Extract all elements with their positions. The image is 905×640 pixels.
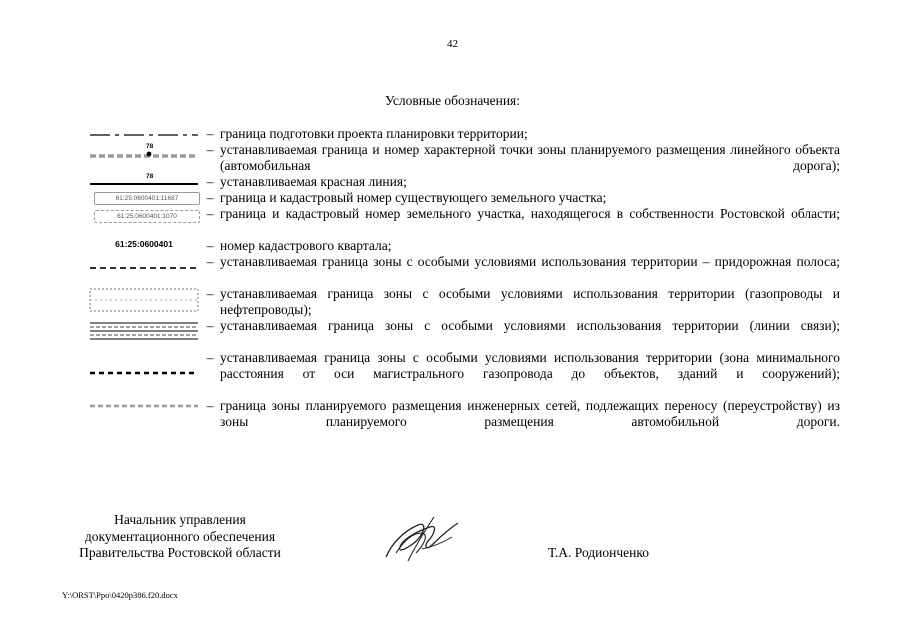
symbol-planning-boundary xyxy=(88,126,200,142)
legend-item-planning-boundary xyxy=(88,126,840,142)
separator-dash: – xyxy=(206,350,214,365)
legend-description: устанавливаемая граница и номер характерной точки зоны планируемого размещения линейного объекта (автомобильная дорога); xyxy=(220,142,840,173)
legend-item-relocation-zone xyxy=(88,398,840,430)
legend-item-gas-pipeline-distance xyxy=(88,350,840,398)
symbol-regional-parcel xyxy=(88,206,200,238)
symbol-roadside-strip xyxy=(88,254,200,286)
legend-description: номер кадастрового квартала; xyxy=(220,238,392,253)
parcel-box-symbol xyxy=(94,192,200,205)
signatory-title-line: документационного обеспечения xyxy=(84,528,276,544)
legend-description: граница и кадастровый номер земельного участка, находящегося в собственности Ростовской области; xyxy=(220,206,840,221)
cadastral-quarter-label: 61:25:0600401 xyxy=(115,239,173,249)
point-number-label: 78 xyxy=(146,143,154,150)
legend-item-existing-parcel xyxy=(88,190,840,206)
legend-description: граница и кадастровый номер существующего земельного участка; xyxy=(220,190,607,205)
separator-dash: – xyxy=(206,190,214,205)
multi-line-band-symbol xyxy=(88,318,200,350)
symbol-placement-zone xyxy=(88,142,200,174)
legend-item-roadside-strip xyxy=(88,254,840,286)
symbol-relocation-zone xyxy=(88,398,200,430)
signatory-title-line: Начальник управления xyxy=(114,512,246,527)
separator-dash: – xyxy=(206,318,214,333)
legend-description: устанавливаемая граница зоны с особыми условиями использования территории (зона минимального расстояния от оси магистрального газопровода до объектов, зданий и сооружений); xyxy=(220,350,840,381)
symbol-existing-parcel xyxy=(88,190,200,206)
dotted-band-symbol xyxy=(88,286,200,318)
separator-dash: – xyxy=(206,254,214,269)
legend-description: устанавливаемая граница зоны с особыми условиями использования территории (линии связи); xyxy=(220,318,840,333)
file-path: Y:\ORST\Ppo\0420p386.f20.docx xyxy=(62,590,178,600)
legend-description: граница зоны планируемого размещения инженерных сетей, подлежащих переносу (переустройству) из зоны планируемого размещения автомобильной дороги. xyxy=(220,398,840,429)
parcel-box-symbol xyxy=(94,210,200,223)
signatory-name: Т.А. Родионченко xyxy=(548,545,649,560)
separator-dash: – xyxy=(206,142,214,157)
legend-title: Условные обозначения: xyxy=(384,93,521,108)
symbol-cadastral-quarter xyxy=(88,238,200,254)
legend-item-regional-parcel xyxy=(88,206,840,238)
gray-dashed-point-symbol xyxy=(88,142,200,174)
cadastral-number-label: 61:25:0600401:1070 xyxy=(117,213,177,220)
separator-dash: – xyxy=(206,238,214,253)
legend-item-pipelines xyxy=(88,286,840,318)
symbol-pipelines xyxy=(88,286,200,318)
bold-dashed-line-symbol xyxy=(88,350,200,398)
symbol-red-line xyxy=(88,174,200,190)
separator-dash: – xyxy=(206,398,214,413)
symbol-gas-pipeline-distance xyxy=(88,350,200,398)
legend-description: устанавливаемая красная линия; xyxy=(220,174,407,189)
separator-dash: – xyxy=(206,174,214,189)
legend-description: устанавливаемая граница зоны с особыми условиями использования территории – придорожная полоса; xyxy=(220,254,840,269)
legend-item-placement-zone xyxy=(88,142,840,174)
separator-dash: – xyxy=(206,286,214,301)
signatory-title-line: Правительства Ростовской области xyxy=(79,545,281,560)
symbol-communication-lines xyxy=(88,318,200,350)
handwritten-signature xyxy=(378,513,468,569)
dash-long-line-symbol xyxy=(88,126,200,142)
cadastral-number-label: 61:25:0600401:11687 xyxy=(115,195,179,202)
legend-item-communication-lines xyxy=(88,318,840,350)
point-number-label: 78 xyxy=(146,173,154,180)
separator-dash: – xyxy=(206,206,214,221)
legend-list xyxy=(88,126,840,430)
solid-line-symbol xyxy=(88,174,200,190)
page-number: 42 xyxy=(447,38,458,50)
legend-item-cadastral-quarter xyxy=(88,238,840,254)
legend-description: устанавливаемая граница зоны с особыми условиями использования территории (газопроводы и нефтепроводы); xyxy=(220,286,840,317)
legend-item-red-line xyxy=(88,174,840,190)
legend-description: граница подготовки проекта планировки территории; xyxy=(220,126,528,141)
signatory-title xyxy=(60,512,300,562)
gray-dashed-line-symbol xyxy=(88,398,200,430)
dashed-line-symbol xyxy=(88,254,200,286)
separator-dash: – xyxy=(206,126,214,141)
